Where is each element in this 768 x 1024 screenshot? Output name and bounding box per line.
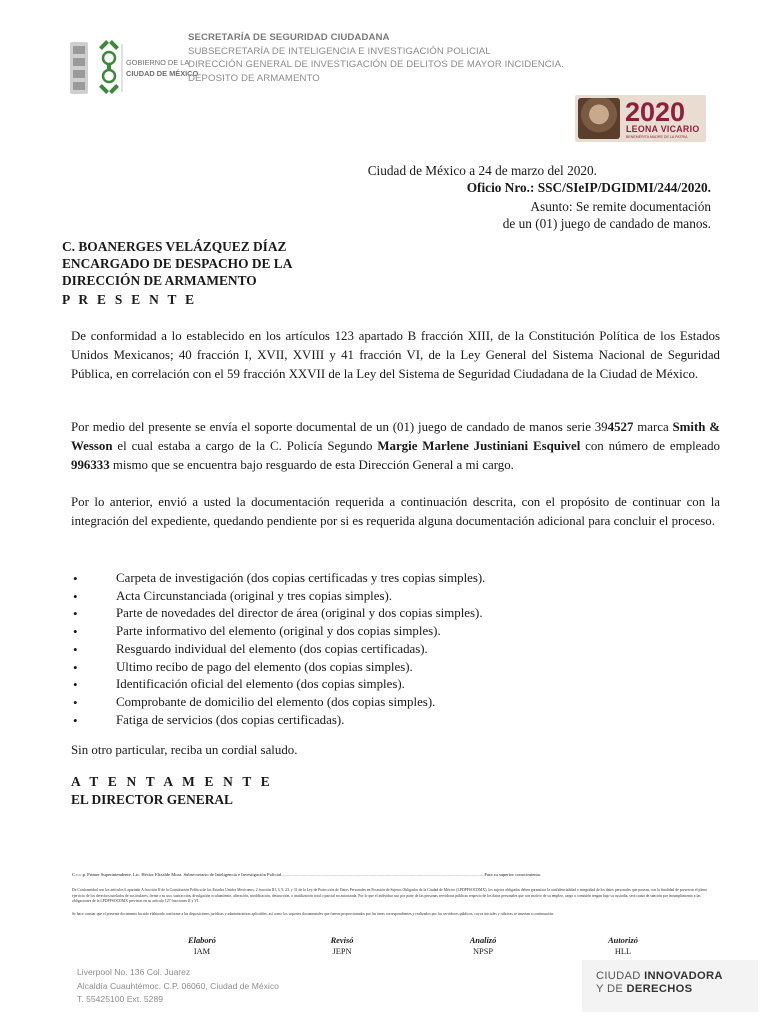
list-item: • Fatiga de servicios (dos copias certificadas). [71,712,485,730]
badge-motto: BENEMÉRITA MADRE DE LA PATRIA [626,135,688,139]
atentamente-label: A T E N T A M E N T E [71,774,273,789]
slogan-1a: CIUDAD [596,970,645,982]
paragraph-request: Por lo anterior, envió a usted la documentación requerida a continuación descrita, con el propósito de continuar con la integración del expediente, quedando pendiente por si es requerida alguna documentación adicional para concluir el proceso. [71,495,720,528]
paragraph-legal-basis: De conformidad a lo establecido en los artículos 123 apartado B fracción XIII, de la Constitución Política de los Estados Unidos Mexicanos; 40 fracción I, XVII, XVIII y 41 fracción VI, de la Ley General del Sistema Nacional de Seguridad Pública, en correlación con el 59 fracción XXVII de la Ley del Sistema de Seguridad Ciudadana de la Ciudad de México. [71,329,720,381]
signature-role: Revisó [330,936,354,945]
signature-initials: NPSP [472,947,494,956]
signature-initials: JEPN [332,947,352,956]
paragraph-shipment [71,418,720,475]
office-address [77,966,279,1007]
closing-greeting: Sin otro particular, reciba un cordial saludo. [71,743,298,757]
header-line-2: SUBSECRETARÍA DE INTELIGENCIA E INVESTIGACIÓN POLICIAL [188,45,491,57]
address-line-3: T. 55425100 Ext. 5289 [77,994,164,1005]
badge-name: LEONA VICARIO [626,124,700,134]
institution-header [188,31,564,85]
signature-block-analizo [453,935,513,957]
cdmx-logo-graphic [68,36,199,98]
p2-text-a: Por medio del presente se envía el soporte documental de un (01) juego de candado de manos serie 39 [71,420,608,434]
address-line-1: Liverpool No. 136 Col. Juarez [77,967,191,977]
addressee-title-2: DIRECCIÓN DE ARMAMENTO [62,273,257,288]
list-item: • Identificación oficial del elemento (dos copias simples). [71,676,485,694]
list-item: • Carpeta de investigación (dos copias certificadas y tres copias simples). [71,570,485,588]
list-item: • Parte informativo del elemento (original y dos copias simples). [71,623,485,641]
address-line-2: Alcaldía Cuauhtémoc. C.P. 06060, Ciudad de México [77,980,279,991]
brand-name: Smith & Wesson [71,420,720,453]
portrait-image [578,98,620,139]
list-item: • Acta Circunstanciada (original y tres copias simples). [71,588,485,606]
signature-block-elaboro [172,935,232,957]
signature-role: Analizó [469,936,497,945]
signature-initials: IAM [193,947,211,956]
employee-number: 996333 [71,458,110,472]
list-item: • Comprobante de domicilio del elemento (dos copias simples). [71,694,485,712]
letter-date: Ciudad de México a 24 de marzo del 2020. [367,163,597,178]
signature-role: Elaboró [188,936,216,945]
slogan-1b: INNOVADORA [644,970,723,982]
presente-label: P R E S E N T E [62,292,197,307]
signature-block-reviso [312,935,372,957]
asunto-line-1: Asunto: Se remite documentación [530,199,711,214]
legal-notice-1: De Conformidad con los artículos 6 apartado A fracción II de la Constitución Política de los Estados Unidos Mexicanos, 2 fracción III, 3, 9, 23, y 31 de la Ley de Protección de Datos Personales en Posesión de Sujetos Obligados de la Ciudad de México (LPDPPSOCDMX), los sujetos obligados deben garantizar la confidencialidad e integridad de los datos personales que posean, con la finalidad de preservar el pleno ejercicio de los derechos tutelados de sus titulares, frente a su uso, sustracción, divulgación ocultamiento, alteración, modificación, destrucción, o inutilización total o parcial no autorizada. Por lo que el individuo uso por parte de las personas servidoras públicas respecto de los datos personales que con motivo de su empleo, cargo o comisión tengan bajo su custodia, será causa de sanción por incumplimiento a las obligaciones de la LPDPPSOCDMX previstas en su artículo 127 fracciones II y VI. [72,888,707,904]
slogan-2a: Y DE [596,983,627,995]
asunto-line-2: de un (01) juego de candado de manos. [502,216,711,231]
legal-notice-2: Se hace constar que el presente documento ha sido elaborado conforme a las disposiciones jurídicas y administrativas aplicables, así como los soportes documentales que fueron proporcionados por las áreas correspondientes y realizados por los servidores públicos, cuyos iniciales y rúbricas se insertan a continuación. [72,912,555,916]
list-item: • Resguardo individual del elemento (dos copias certificadas). [71,641,485,659]
p2-text-e: mismo que se encuentra bajo resguardo de esta Dirección General a mi cargo. [109,458,514,472]
list-item: • Ultimo recibo de pago del elemento (dos copias simples). [71,659,485,677]
oficio-number: Oficio Nro.: SSC/SIeIP/DGIDMI/244/2020. [466,180,711,195]
addressee-title-1: ENCARGADO DE DESPACHO DE LA [62,256,293,271]
addressee-name: C. BOANERGES VELÁZQUEZ DÍAZ [62,239,287,254]
slogan-2b: DERECHOS [626,983,693,995]
list-item: • Parte de novedades del director de área (original y dos copias simples). [71,605,485,623]
header-line-3: DIRECCIÓN GENERAL DE INVESTIGACIÓN DE DELITOS DE MAYOR INCIDENCIA. [188,59,564,71]
city-slogan [582,960,758,1012]
badge-year: 2020 [625,97,686,127]
signature-block-autorizo [593,935,653,957]
logo-line-2: CIUDAD DE MÉXICO [126,69,199,78]
slogan-line-1 [596,970,723,982]
header-line-1: SECRETARÍA DE SEGURIDAD CIUDADANA [188,32,390,43]
documents-list [71,570,485,729]
signature-initials: HLL [614,947,632,956]
officer-name: Margie Marlene Justiniani Esquivel [377,439,581,453]
p2-text-b: marca [633,420,673,434]
serial-number: 4527 [607,420,634,434]
cdmx-logo [68,36,199,98]
signer-title: EL DIRECTOR GENERAL [71,792,233,807]
ccp-line: C.c.c.p. Primer Superintendente, Lic. Héctor Elizalde Mora. Subsecretario de Inteligencia e Investigación Policial.................................................................................................................................................................................Para su superior conocimiento. [72,872,542,877]
p2-text-c: el cual estaba a cargo de la C. Policía Segundo [112,439,378,453]
slogan-line-2 [596,983,692,995]
logo-line-1: GOBIERNO DE LA [126,58,190,67]
addressee [62,238,292,289]
signature-role: Autorizó [608,936,638,945]
leona-vicario-badge [575,95,706,142]
p2-text-d: con número de empleado [580,439,720,453]
header-line-4: DEPOSITO DE ARMAMENTO [188,72,320,84]
